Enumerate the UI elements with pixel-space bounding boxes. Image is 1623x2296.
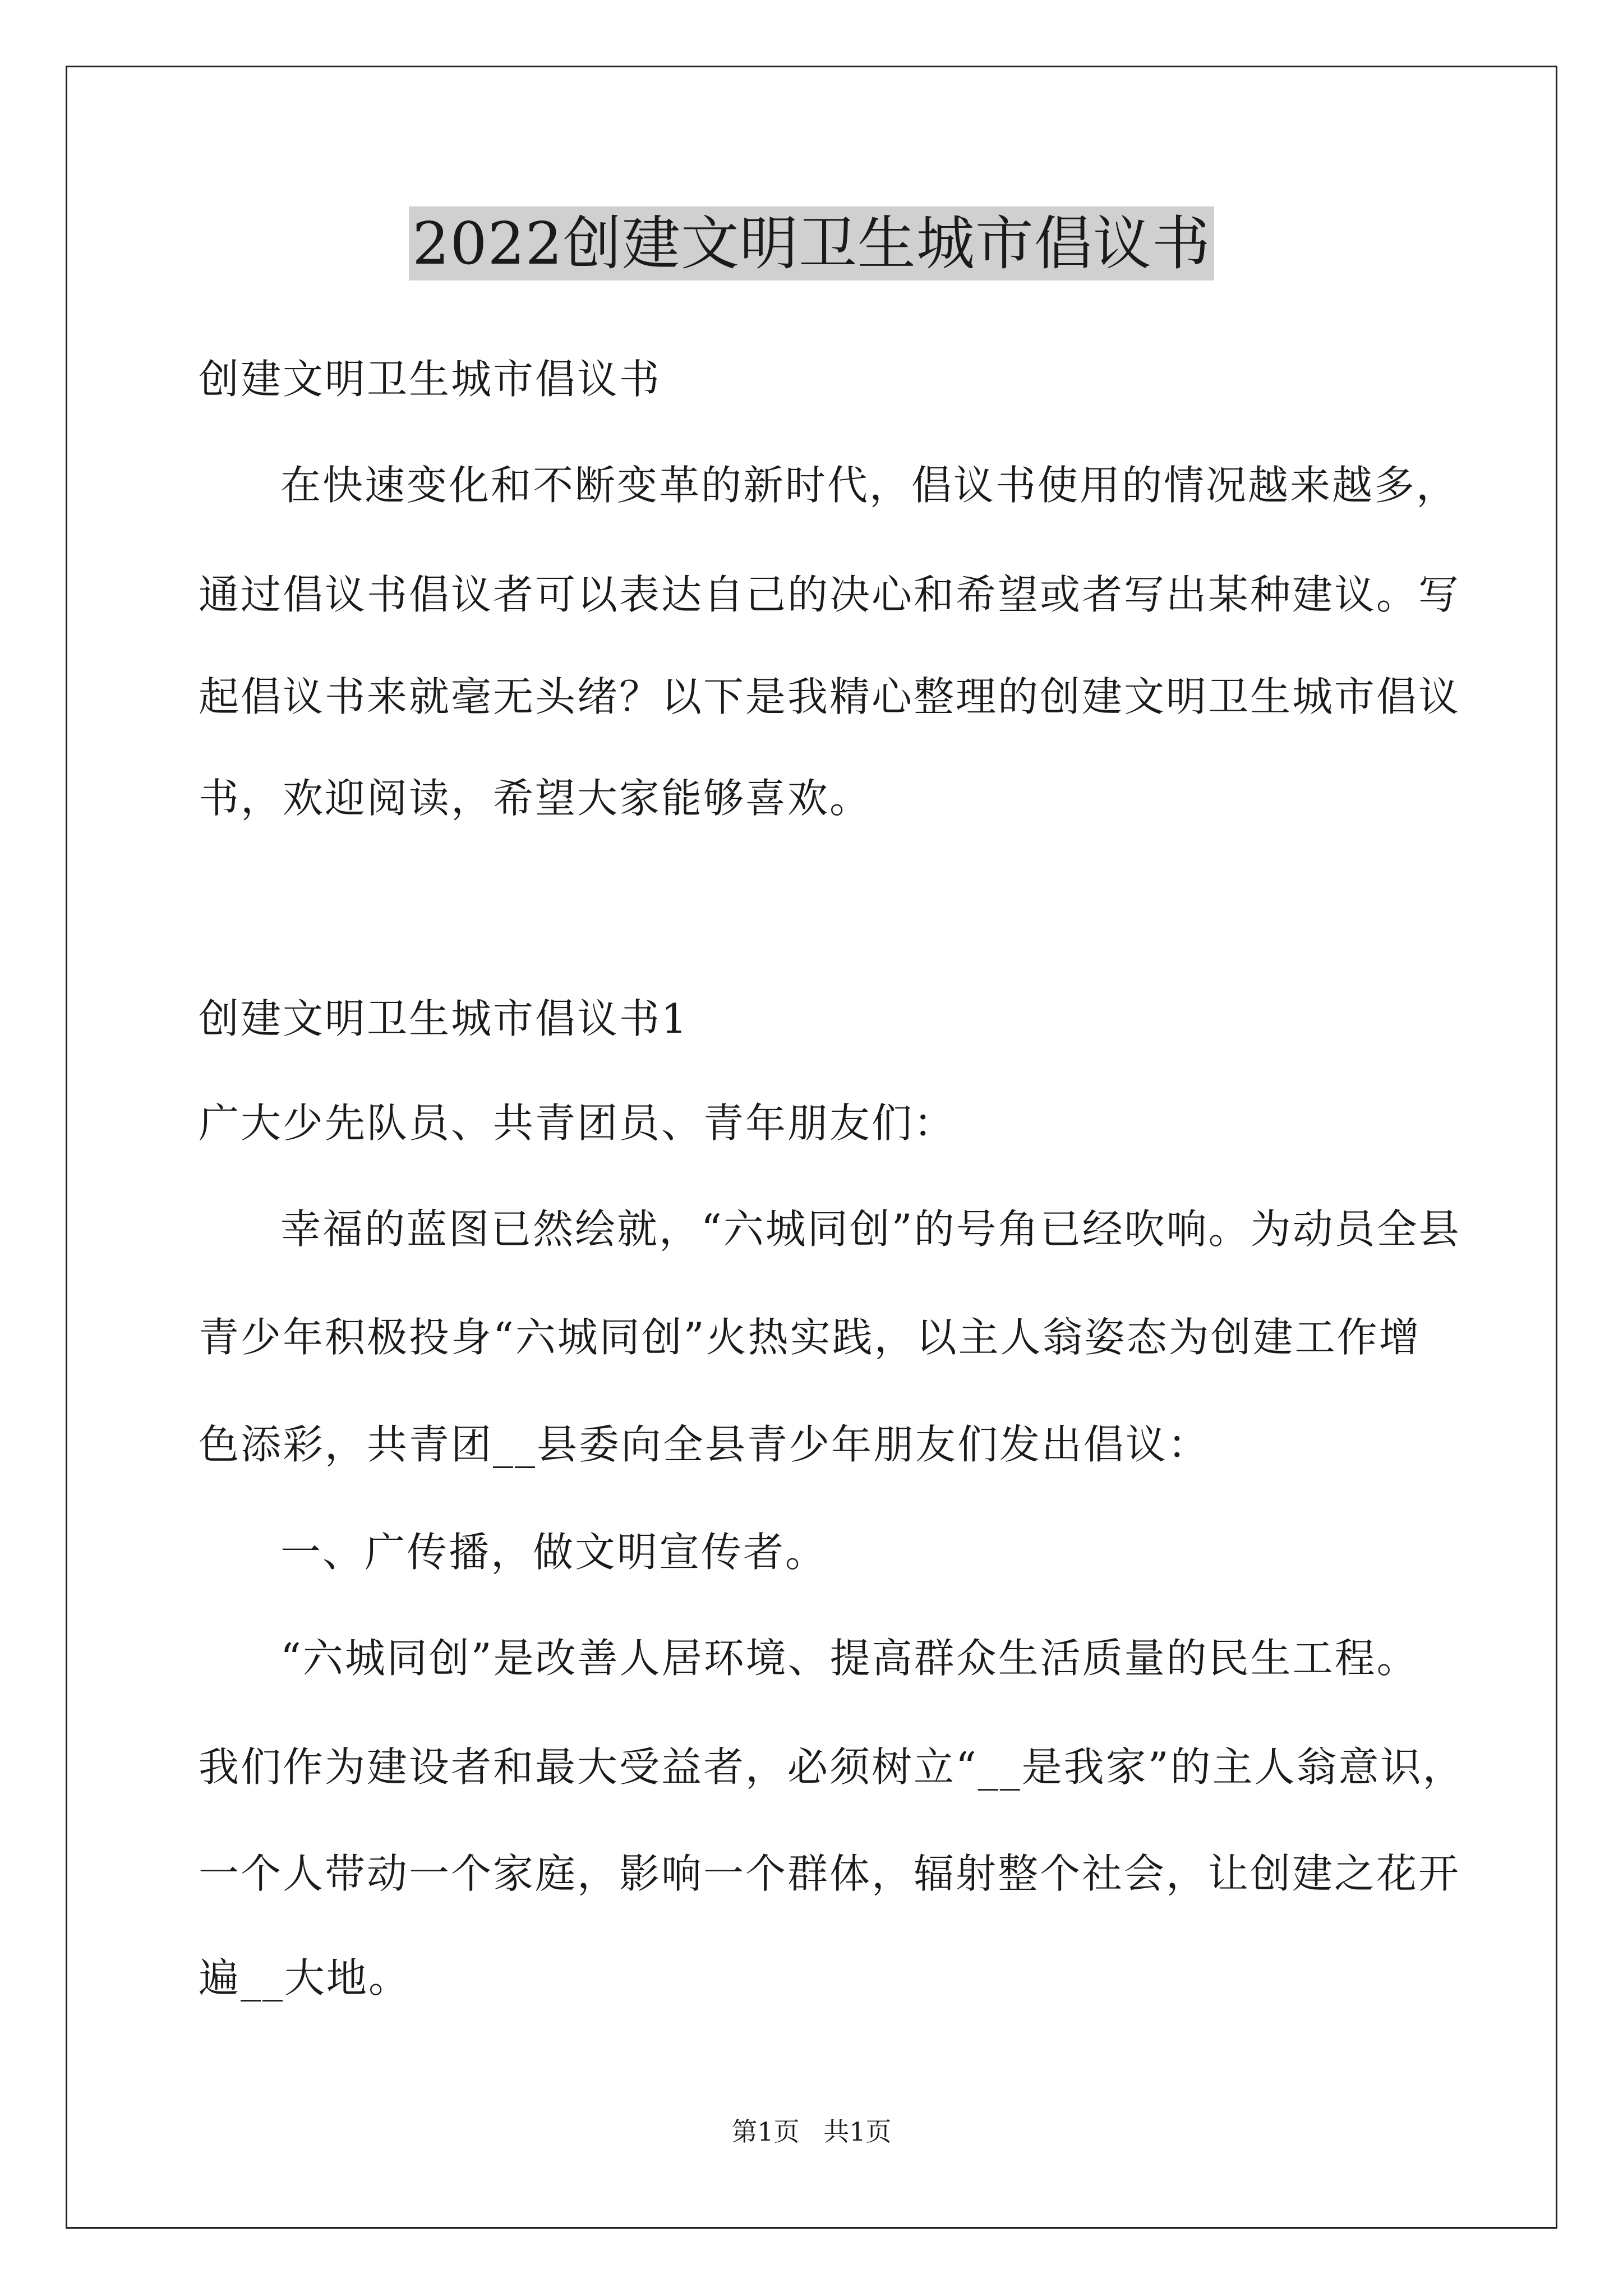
paragraph-line: 我们作为建设者和最大受益者，必须树立“__是我家”的主人翁意识， [199,1743,1465,1791]
paragraph-line: 通过倡议书倡议者可以表达自己的决心和希望或者写出某种建议。写 [199,571,1461,618]
paragraph-line: 色添彩，共青团__县委向全县青少年朋友们发出倡议： [199,1421,1210,1468]
subtitle-line: 创建文明卫生城市倡议书 [199,356,662,403]
salutation-line: 广大少先队员、共青团员、青年朋友们： [199,1099,956,1147]
paragraph-line: “六城同创”是改善人居环境、提高群众生活质量的民生工程。 [280,1635,1419,1682]
section-heading: 创建文明卫生城市倡议书1 [199,995,689,1042]
paragraph-line: 在快速变化和不断变革的新时代，倡议书使用的情况越来越多， [280,462,1459,509]
page-number: 第1页 [731,2116,800,2147]
paragraph-line: 青少年积极投身“六城同创”火热实践，以主人翁姿态为创建工作增 [199,1314,1421,1361]
page-footer [0,2115,1623,2148]
paragraph-line: 幸福的蓝图已然绘就，“六城同创”的号角已经吹响。为动员全县 [280,1205,1461,1253]
page-total: 共1页 [823,2116,892,2147]
paragraph-line: 起倡议书来就毫无头绪？以下是我精心整理的创建文明卫生城市倡议 [199,673,1461,720]
paragraph-line: 书，欢迎阅读，希望大家能够喜欢。 [199,775,872,822]
paragraph-line: 一个人带动一个家庭，影响一个群体，辐射整个社会，让创建之花开 [199,1850,1461,1897]
title-container [0,206,1623,280]
point-heading: 一、广传播，做文明宣传者。 [280,1529,828,1576]
paragraph-line: 遍__大地。 [199,1954,411,2001]
document-title: 2022创建文明卫生城市倡议书 [409,206,1214,280]
